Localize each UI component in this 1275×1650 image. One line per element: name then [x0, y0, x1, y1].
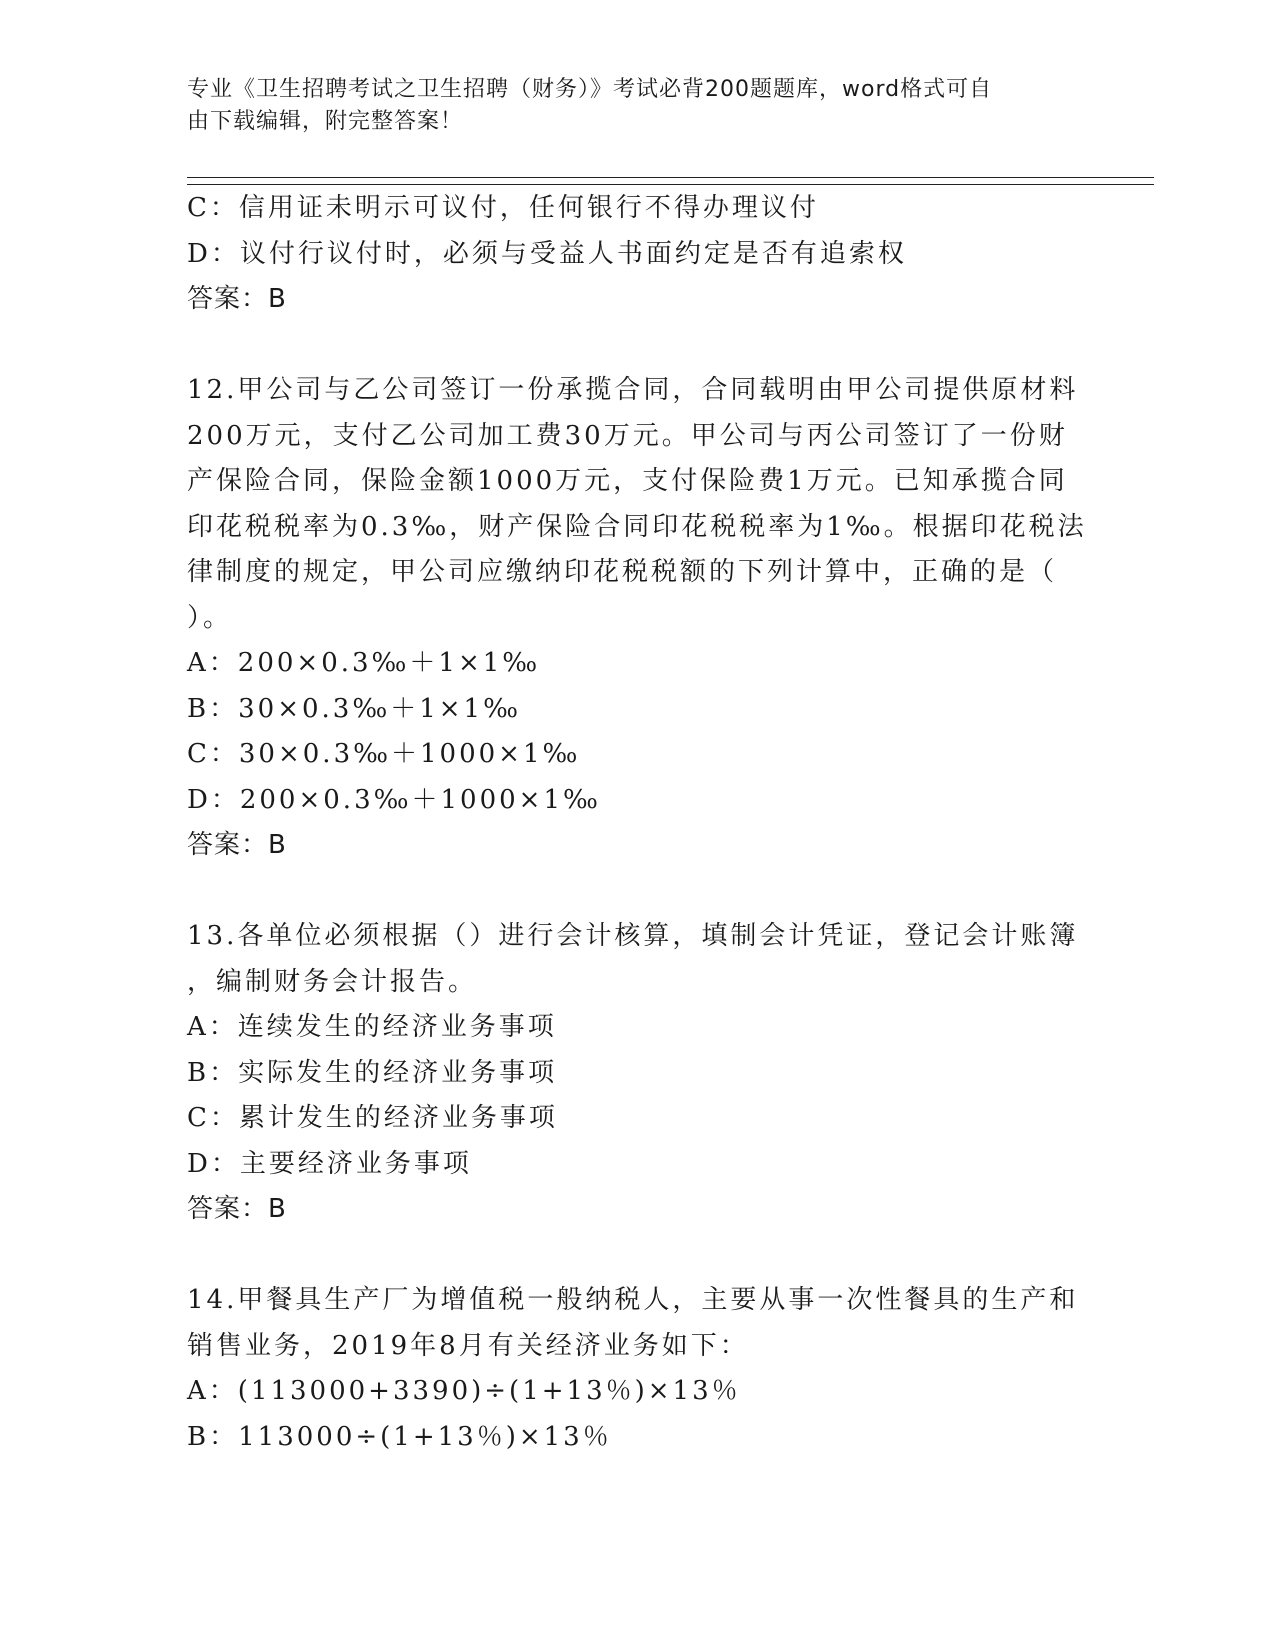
question-content [187, 186, 1087, 1460]
q12-stem-line: 印花税税率为0.3‰，财产保险合同印花税税率为1‰。根据印花税法 [187, 511, 1087, 542]
spacer [187, 869, 1087, 915]
q13-stem-line: 13.各单位必须根据（）进行会计核算，填制会计凭证，登记会计账簿 [187, 921, 1079, 951]
q14-stem-line: 销售业务，2019年8月有关经济业务如下： [187, 1330, 749, 1361]
spacer [187, 1233, 1087, 1279]
document-header [187, 74, 1067, 138]
q14-option-b: B：113000÷(1+13％)×13％ [187, 1421, 612, 1452]
header-line-1: 专业《卫生招聘考试之卫生招聘（财务）》考试必背200题题库，word格式可自 [187, 77, 993, 102]
q14-stem-line: 14.甲餐具生产厂为增值税一般纳税人，主要从事一次性餐具的生产和 [187, 1285, 1079, 1315]
q11-answer: 答案：B [187, 284, 287, 314]
header-line-2: 由下载编辑，附完整答案！ [187, 109, 464, 134]
question-14 [187, 1278, 1087, 1460]
q12-stem-line: 200万元，支付乙公司加工费30万元。甲公司与丙公司签订了一份财 [187, 420, 1068, 451]
q12-stem-line: ）。 [187, 602, 233, 633]
q13-stem-line: ，编制财务会计报告。 [187, 966, 478, 997]
q11-option-d: D：议付行议付时，必须与受益人书面约定是否有追索权 [187, 238, 907, 269]
q13-option-b: B：实际发生的经济业务事项 [187, 1057, 558, 1088]
q12-option-d: D：200×0.3‰＋1000×1‰ [187, 784, 601, 815]
q12-stem-line: 产保险合同，保险金额1000万元，支付保险费1万元。已知承揽合同 [187, 466, 1068, 496]
q13-option-d: D：主要经济业务事项 [187, 1148, 472, 1179]
q12-answer: 答案：B [187, 830, 287, 860]
q12-option-a: A：200×0.3‰＋1×1‰ [187, 648, 541, 678]
spacer [187, 323, 1087, 369]
question-13 [187, 914, 1087, 1233]
q12-stem-line: 律制度的规定，甲公司应缴纳印花税税额的下列计算中，正确的是（ [187, 557, 1058, 587]
q13-option-a: A：连续发生的经济业务事项 [187, 1012, 557, 1042]
q13-option-c: C：累计发生的经济业务事项 [187, 1103, 558, 1133]
q12-stem-line: 12.甲公司与乙公司签订一份承揽合同，合同载明由甲公司提供原材料 [187, 375, 1079, 405]
q13-answer: 答案：B [187, 1194, 287, 1224]
question-11-tail [187, 186, 1087, 323]
question-12 [187, 368, 1087, 869]
q11-option-c: C：信用证未明示可议付，任何银行不得办理议付 [187, 193, 819, 223]
q12-option-c: C：30×0.3‰＋1000×1‰ [187, 739, 581, 769]
header-divider [187, 177, 1154, 185]
q14-option-a: A：(113000+3390)÷(1+13％)×13％ [187, 1376, 741, 1406]
q12-option-b: B：30×0.3‰＋1×1‰ [187, 693, 521, 724]
